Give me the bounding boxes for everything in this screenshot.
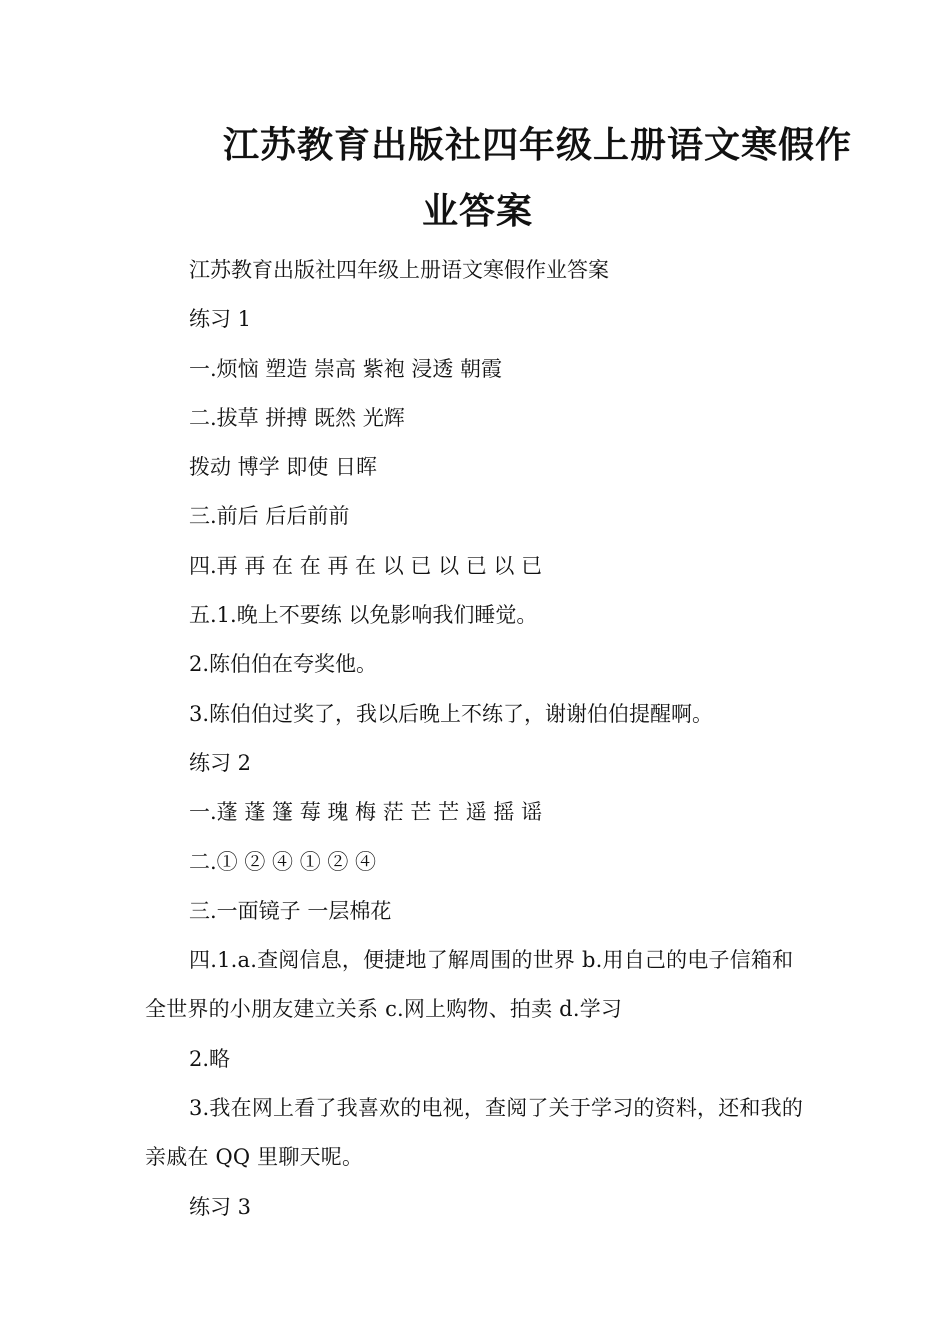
paragraph: 江苏教育出版社四年级上册语文寒假作业答案 — [189, 258, 609, 282]
paragraph: 三.前后 后后前前 — [189, 504, 350, 529]
section-heading: 练习 2 — [189, 750, 252, 775]
paragraph: 3.我在网上看了我喜欢的电视，查阅了关于学习的资料，还和我的亲戚在 QQ 里聊天呢。 — [145, 1096, 804, 1170]
paragraph: 3.陈伯伯过奖了，我以后晚上不练了，谢谢伯伯提醒啊。 — [189, 701, 714, 726]
paragraph: 2.陈伯伯在夸奖他。 — [189, 652, 378, 677]
paragraph: 2.略 — [189, 1046, 231, 1071]
document-title — [145, 112, 853, 244]
title-line-2: 业答案 — [421, 190, 533, 232]
title-line-1: 江苏教育出版社四年级上册语文寒假作 — [223, 124, 853, 166]
paragraph: 一.烦恼 塑造 崇高 紫袍 浸透 朝霞 — [189, 356, 503, 381]
paragraph: 三.一面镜子 一层棉花 — [189, 898, 392, 923]
paragraph: 二.拔草 拼搏 既然 光辉 — [189, 405, 405, 430]
section-heading: 练习 3 — [189, 1194, 252, 1219]
paragraph: 拨动 博学 即使 日晖 — [189, 455, 378, 480]
paragraph: 五.1.晚上不要练 以免影响我们睡觉。 — [189, 603, 538, 628]
paragraph: 四.1.a.查阅信息，便捷地了解周围的世界 b.用自己的电子信箱和全世界的小朋友建立关系 c.网上购物、拍卖 d.学习 — [145, 948, 794, 1022]
section-heading: 练习 1 — [189, 307, 252, 332]
paragraph: 四.再 再 在 在 再 在 以 已 以 已 以 已 — [189, 553, 543, 578]
document-body — [145, 246, 810, 1232]
paragraph: 二.① ② ④ ① ② ④ — [189, 849, 377, 874]
paragraph: 一.蓬 蓬 篷 莓 瑰 梅 茫 芒 芒 遥 摇 谣 — [189, 800, 543, 825]
